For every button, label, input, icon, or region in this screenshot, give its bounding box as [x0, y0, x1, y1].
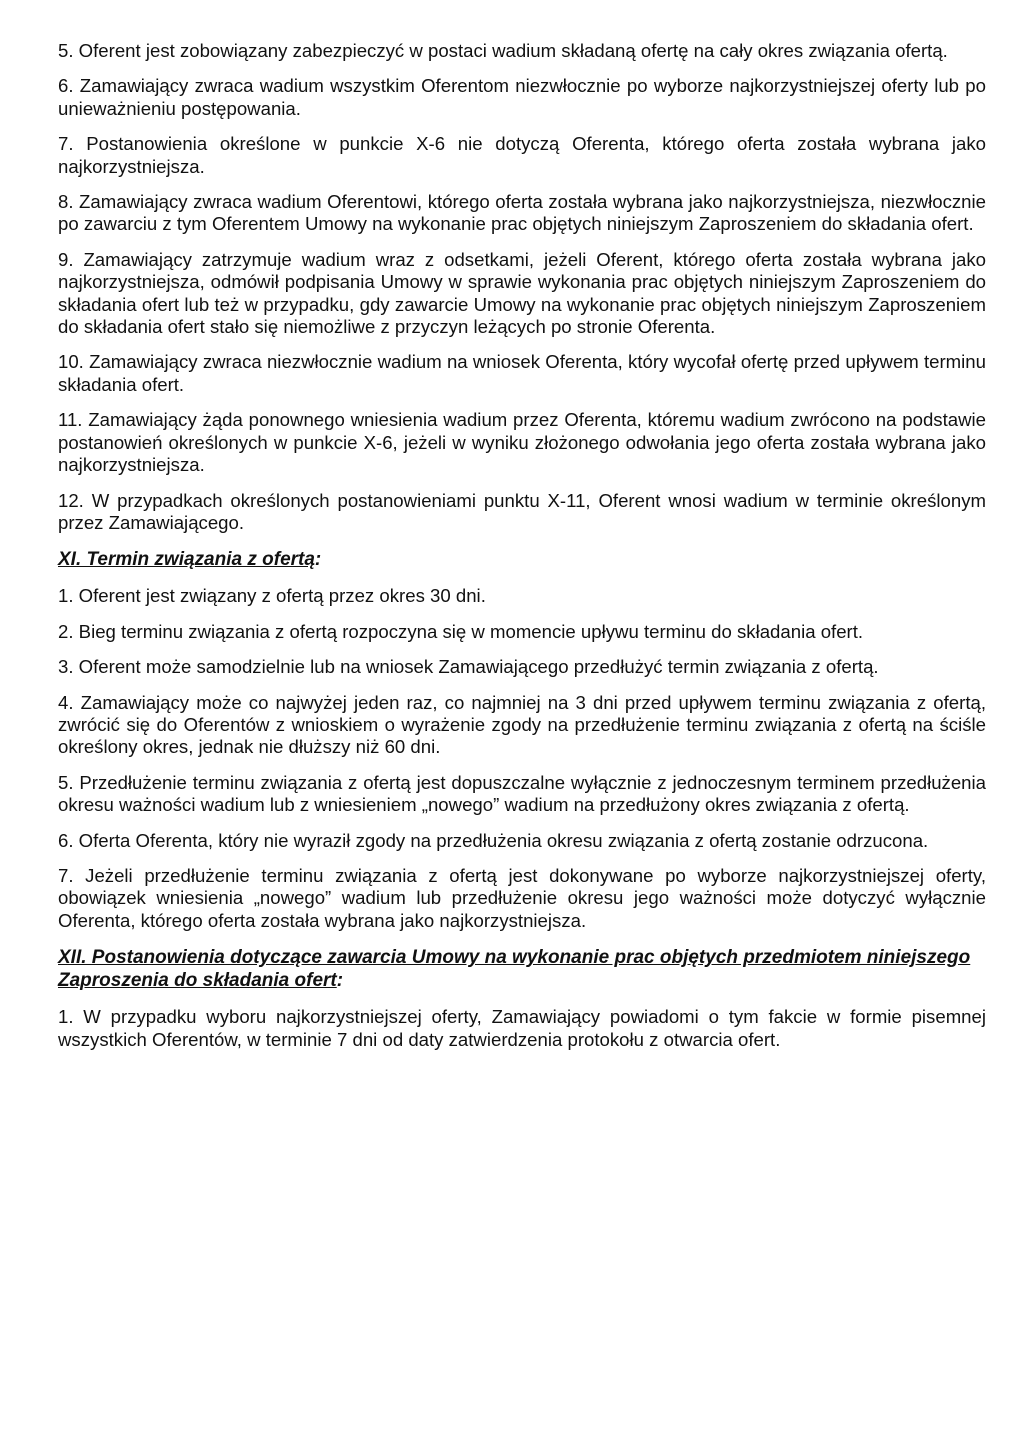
- document-page: [58, 40, 986, 1064]
- paragraph-xii-1: 1. W przypadku wyboru najkorzystniejszej oferty, Zamawiający powiadomi o tym fakcie w formie pisemnej wszystkich Oferentów, w terminie 7 dni od daty zatwierdzenia protokołu z otwarcia ofert.: [58, 1006, 986, 1050]
- paragraph-xi-2: 2. Bieg terminu związania z ofertą rozpoczyna się w momencie upływu terminu do składania ofert.: [58, 620, 864, 642]
- paragraph-xi-3: 3. Oferent może samodzielnie lub na wniosek Zamawiającego przedłużyć termin związania z ofertą.: [58, 656, 879, 678]
- section-x-continued: [58, 40, 986, 534]
- paragraph-xi-7: 7. Jeżeli przedłużenie terminu związania z ofertą jest dokonywane po wyborze najkorzystniejszej oferty, obowiązek wniesienia „nowego” wadium lub przedłużenie okresu jego ważności może dotyczyć wyłącznie Oferenta, którego oferta została wybrana jako najkorzystniejsza.: [58, 864, 986, 931]
- section-xii: [58, 946, 986, 1051]
- section-xii-heading-colon: :: [336, 970, 344, 992]
- paragraph-x-6: 6. Zamawiający zwraca wadium wszystkim Oferentom niezwłocznie po wyborze najkorzystniejszej oferty lub po unieważnieniu postępowania.: [58, 75, 986, 119]
- paragraph-xi-6: 6. Oferta Oferenta, który nie wyraził zgody na przedłużenia okresu związania z ofertą zostanie odrzucona.: [58, 829, 929, 851]
- section-xi-heading-colon: :: [314, 549, 322, 571]
- paragraph-xi-1: 1. Oferent jest związany z ofertą przez okres 30 dni.: [58, 585, 486, 607]
- paragraph-x-9: 9. Zamawiający zatrzymuje wadium wraz z odsetkami, jeżeli Oferent, którego oferta została wybrana jako najkorzystniejsza, odmówił podpisania Umowy w sprawie wykonania prac objętych niniejszym Zaproszeniem do składania ofert lub też w przypadku, gdy zawarcie Umowy na wykonanie prac objętych niniejszym Zaproszeniem do składania ofert stało się niemożliwe z przyczyn leżących po stronie Oferenta.: [58, 248, 986, 338]
- paragraph-xi-4: 4. Zamawiający może co najwyżej jeden raz, co najmniej na 3 dni przed upływem terminu związania z ofertą, zwrócić się do Oferentów z wnioskiem o wyrażenie zgody na przedłużenie terminu związania z ofertą na ściśle określony okres, jednak nie dłuższy niż 60 dni.: [58, 691, 986, 758]
- section-xii-heading: [58, 946, 986, 992]
- section-xii-heading-text: XII. Postanowienia dotyczące zawarcia Umowy na wykonanie prac objętych przedmiotem niniejszego Zaproszenia do składania ofert: [58, 947, 971, 992]
- paragraph-xi-5: 5. Przedłużenie terminu związania z ofertą jest dopuszczalne wyłącznie z jednoczesnym terminem przedłużenia okresu ważności wadium lub z wniesieniem „nowego” wadium na przedłużony okres związania z ofertą.: [58, 771, 986, 816]
- section-xi: [58, 548, 986, 932]
- paragraph-x-11: 11. Zamawiający żąda ponownego wniesienia wadium przez Oferenta, któremu wadium zwrócono na podstawie postanowień określonych w punkcie X-6, jeżeli w wyniku złożonego odwołania jego oferta została wybrana jako najkorzystniejsza.: [58, 409, 986, 476]
- paragraph-x-7: 7. Postanowienia określone w punkcie X-6 nie dotyczą Oferenta, którego oferta została wybrana jako najkorzystniejsza.: [58, 133, 986, 177]
- section-xi-heading: [58, 548, 986, 571]
- paragraph-x-10: 10. Zamawiający zwraca niezwłocznie wadium na wniosek Oferenta, który wycofał ofertę przed upływem terminu składania ofert.: [58, 351, 986, 395]
- paragraph-x-8: 8. Zamawiający zwraca wadium Oferentowi, którego oferta została wybrana jako najkorzystniejsza, niezwłocznie po zawarciu z tym Oferentem Umowy na wykonanie prac objętych niniejszym Zaproszeniem do składania ofert.: [58, 191, 986, 235]
- paragraph-x-5: 5. Oferent jest zobowiązany zabezpieczyć w postaci wadium składaną ofertę na cały okres związania ofertą.: [58, 40, 948, 61]
- section-xi-heading-text: XI. Termin związania z ofertą: [58, 549, 315, 571]
- paragraph-x-12: 12. W przypadkach określonych postanowieniami punktu X-11, Oferent wnosi wadium w terminie określonym przez Zamawiającego.: [58, 489, 986, 533]
